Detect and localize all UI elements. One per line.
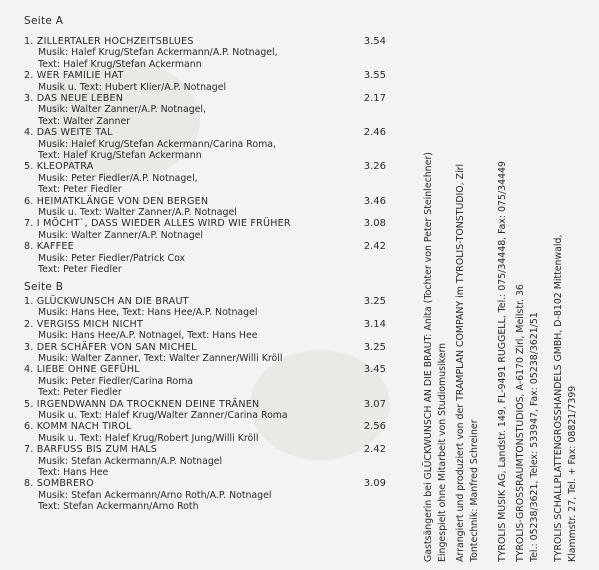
track-title: 6. KOMM NACH TIROL [24, 421, 132, 433]
track-duration: 3.14 [363, 318, 386, 330]
track-item [24, 127, 404, 161]
track-credit: Musik: Peter Fiedler/A.P. Notnagel, [38, 172, 198, 184]
track-duration: 2.42 [363, 241, 386, 253]
track-duration: 2.17 [363, 93, 386, 104]
track-credit: Text: Halef Krug/Stefan Ackermann [38, 58, 202, 70]
track-duration: 2.56 [363, 421, 386, 433]
track-item [24, 399, 404, 422]
track-title: 8. KAFFEE [24, 241, 74, 253]
track-credit: Musik: Hans Hee/A.P. Notnagel, Text: Hans Hee [38, 330, 258, 342]
credit-line: Eingespielt ohne Mitarbeit von Studiomusikern [437, 342, 448, 562]
track-credit: Text: Peter Fiedler [38, 387, 122, 399]
track-credit: Musik: Hans Hee, Text: Hans Hee/A.P. Notnagel [38, 307, 258, 319]
track-title: 1. ZILLERTALER HOCHZEITSBLUES [24, 36, 194, 47]
track-credit: Musik u. Text: Walter Zanner/A.P. Notnagel [38, 207, 237, 218]
credit-line: Arrangiert und produziert von der TRAMPLAN COMPANY im TYROLIS-TONSTUDIO, Zirl [455, 163, 466, 562]
credit-line: TYROLIS SCHALLPLATTENGROSSHANDELS GMBH, D-8102 Mittenwald, [553, 234, 564, 562]
track-credit: Text: Hans Hee [38, 467, 109, 478]
track-credit: Text: Peter Fiedler [38, 264, 122, 275]
credit-line: TYROLIS MUSIK AG, Landstr. 149, FL-9491 RUGGELL, Tel.: 075/34448, Fax: 075/34449 [497, 161, 508, 562]
track-duration: 3.55 [363, 70, 386, 82]
track-credit: Musik: Stefan Ackermann/Arno Roth/A.P. Notnagel [38, 489, 272, 501]
track-credit: Musik u. Text: Halef Krug/Walter Zanner/Carina Roma [38, 410, 288, 421]
track-item [24, 161, 404, 195]
track-item [24, 296, 404, 319]
track-duration: 3.09 [363, 478, 386, 490]
track-credit: Musik u. Text: Halef Krug/Robert Jung/Willi Kröll [38, 432, 259, 444]
track-item [24, 444, 404, 478]
credit-line: Tontechnik: Manfred Schreiner [469, 419, 480, 562]
track-title: 2. WER FAMILIE HAT [24, 70, 124, 82]
track-item [24, 218, 404, 241]
track-credit: Text: Walter Zanner [38, 115, 131, 127]
track-credit: Musik: Halef Krug/Stefan Ackermann/A.P. Notnagel, [38, 47, 278, 59]
credit-line: TYROLIS-GROSSRAUMTONSTUDIOS, A-6170 Zirl, Meilstr. 36 [515, 284, 526, 562]
track-duration: 3.54 [363, 36, 386, 47]
track-credit: Musik: Peter Fiedler/Carina Roma [38, 375, 193, 387]
track-item [24, 342, 404, 365]
track-item [24, 364, 404, 398]
track-title: 8. SOMBRERO [24, 478, 94, 490]
track-credit: Musik: Walter Zanner, Text: Walter Zanner/Willi Kröll [38, 353, 283, 364]
track-item [24, 421, 404, 444]
track-credit: Musik: Halef Krug/Stefan Ackermann/Carina Roma, [38, 138, 276, 150]
track-title: 3. DER SCHÄFER VON SAN MICHEL [24, 341, 197, 353]
track-title: 5. IRGENDWANN DA TROCKNEN DEINE TRÄNEN [24, 398, 260, 410]
credit-line: Klammstr. 27, Tel. + Fax: 08821/7399 [567, 385, 578, 562]
track-title: 4. DAS WEITE TAL [24, 127, 113, 139]
track-credit: Musik u. Text: Hubert Klier/A.P. Notnagel [38, 81, 227, 93]
track-credit: Text: Halef Krug/Stefan Ackermann [38, 150, 202, 161]
track-title: 3. DAS NEUE LEBEN [24, 93, 124, 104]
track-duration: 3.07 [363, 398, 386, 410]
track-duration: 3.26 [363, 161, 386, 173]
track-duration: 3.08 [363, 218, 386, 230]
track-duration: 3.45 [363, 364, 386, 376]
track-duration: 2.42 [363, 444, 386, 456]
track-title: 2. VERGISS MICH NICHT [24, 318, 144, 330]
track-credit: Musik: Peter Fiedler/Patrick Cox [38, 252, 186, 264]
track-item [24, 478, 404, 512]
track-item [24, 241, 404, 275]
track-duration: 2.46 [363, 127, 386, 139]
track-credit: Musik: Walter Zanner/A.P. Notnagel [38, 229, 204, 241]
track-duration: 3.46 [363, 195, 386, 207]
side-a-header: Seite A [24, 15, 64, 27]
track-item [24, 93, 404, 127]
credit-line: Gastsängerin bei GLÜCKWUNSCH AN DIE BRAUT: Anita (Tochter von Peter Steinlechner) [423, 152, 434, 562]
credit-line: Tel.: 05238/3621, Telex: 533947, Fax: 05238/3621/51 [529, 312, 540, 562]
track-item [24, 319, 404, 342]
track-title: 4. LIEBE OHNE GEFÜHL [24, 364, 140, 376]
track-title: 7. I MÖCHT`, DASS WIEDER ALLES WIRD WIE FRÜHER [24, 218, 291, 230]
track-title: 5. KLEOPATRA [24, 161, 94, 173]
track-duration: 3.25 [363, 341, 386, 353]
track-credit: Musik: Walter Zanner/A.P. Notnagel, [38, 104, 207, 116]
track-credit: Text: Stefan Ackermann/Arno Roth [38, 501, 199, 513]
track-credit: Text: Peter Fiedler [38, 184, 122, 196]
track-title: 7. BARFUSS BIS ZUM HALS [24, 444, 158, 456]
track-credit: Musik: Stefan Ackermann/A.P. Notnagel [38, 455, 223, 467]
track-title: 1. GLÜCKWUNSCH AN DIE BRAUT [24, 296, 189, 307]
track-item [24, 70, 404, 93]
track-title: 6. HEIMATKLÄNGE VON DEN BERGEN [24, 195, 209, 207]
side-b-header: Seite B [24, 281, 64, 293]
track-duration: 3.25 [363, 296, 386, 307]
track-item [24, 196, 404, 219]
track-item [24, 36, 404, 70]
